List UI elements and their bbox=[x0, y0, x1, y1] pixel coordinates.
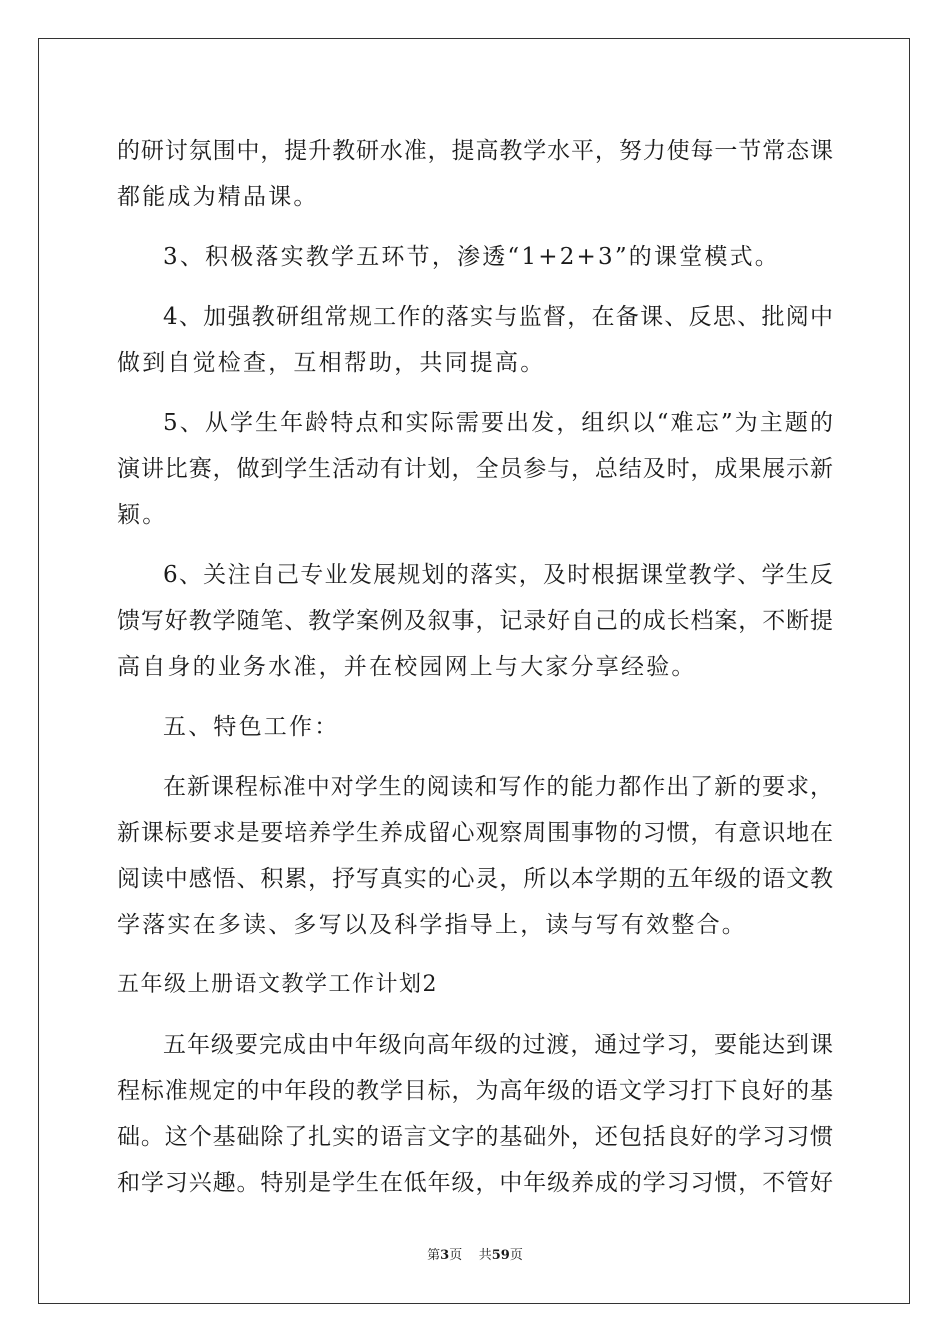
paragraph bbox=[117, 234, 833, 280]
text-line: 3、积极落实教学五环节，渗透“1+2+3”的课堂模式。 bbox=[163, 244, 780, 270]
paragraph bbox=[117, 552, 833, 690]
text-line: 础。这个基础除了扎实的语言文字的基础外，还包括良好的学习习惯 bbox=[117, 1124, 833, 1150]
text-line: 颖。 bbox=[117, 502, 168, 528]
paragraph bbox=[117, 704, 833, 750]
page-footer bbox=[0, 1244, 950, 1263]
total-prefix: 共 bbox=[478, 1248, 492, 1263]
paragraph bbox=[117, 1022, 833, 1206]
section-heading: 五、特色工作： bbox=[163, 714, 340, 740]
text-line: 阅读中感悟、积累，抒写真实的心灵，所以本学期的五年级的语文教 bbox=[117, 866, 833, 892]
section-title: 五年级上册语文教学工作计划2 bbox=[117, 972, 438, 997]
page-suffix: 页 bbox=[449, 1248, 463, 1263]
text-line: 和学习兴趣。特别是学生在低年级，中年级养成的学习习惯，不管好 bbox=[117, 1170, 833, 1196]
paragraph bbox=[117, 764, 833, 948]
page-prefix: 第 bbox=[427, 1248, 441, 1263]
page-number: 3 bbox=[440, 1248, 450, 1263]
text-line: 程标准规定的中年段的教学目标，为高年级的语文学习打下良好的基 bbox=[117, 1078, 833, 1104]
text-line: 6、关注自己专业发展规划的落实，及时根据课堂教学、学生反 bbox=[163, 562, 833, 588]
text-line: 新课标要求是要培养学生养成留心观察周围事物的习惯，有意识地在 bbox=[117, 820, 833, 846]
text-line: 5、从学生年龄特点和实际需要出发，组织以“难忘”为主题的 bbox=[163, 410, 833, 436]
total-pages: 59 bbox=[491, 1248, 510, 1263]
paragraph bbox=[117, 400, 833, 538]
text-line: 在新课程标准中对学生的阅读和写作的能力都作出了新的要求， bbox=[163, 774, 833, 800]
text-line: 学落实在多读、多写以及科学指导上，读与写有效整合。 bbox=[117, 912, 747, 938]
text-line: 高自身的业务水准，并在校园网上与大家分享经验。 bbox=[117, 654, 697, 680]
text-line: 的研讨氛围中，提升教研水准，提高教学水平，努力使每一节常态课 bbox=[117, 138, 833, 164]
total-suffix: 页 bbox=[509, 1248, 523, 1263]
text-line: 演讲比赛，做到学生活动有计划，全员参与，总结及时，成果展示新 bbox=[117, 456, 833, 482]
paragraph bbox=[117, 294, 833, 386]
text-line: 都能成为精品课。 bbox=[117, 184, 319, 210]
text-line: 五年级要完成由中年级向高年级的过渡，通过学习，要能达到课 bbox=[163, 1032, 833, 1058]
text-line: 做到自觉检查，互相帮助，共同提高。 bbox=[117, 350, 546, 376]
text-line: 馈写好教学随笔、教学案例及叙事，记录好自己的成长档案，不断提 bbox=[117, 608, 833, 634]
paragraph bbox=[117, 128, 833, 220]
document-body bbox=[117, 128, 833, 1206]
text-line: 4、加强教研组常规工作的落实与监督，在备课、反思、批阅中 bbox=[163, 304, 833, 330]
